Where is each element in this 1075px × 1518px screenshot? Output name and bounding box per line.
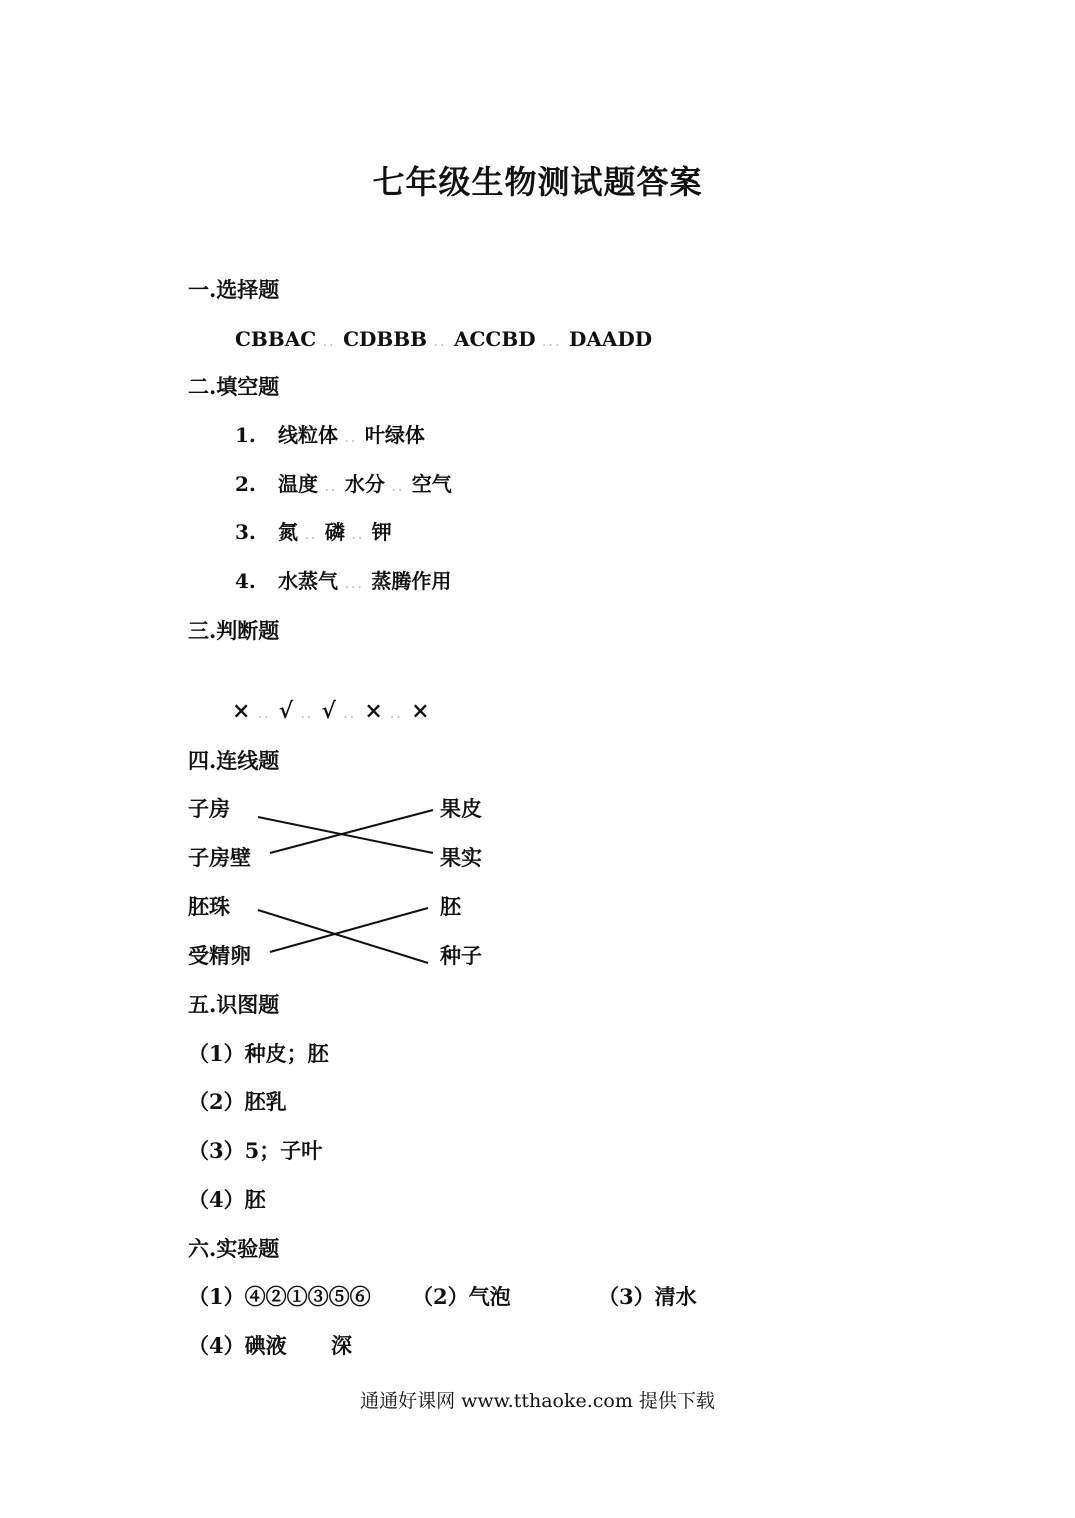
separator: ..: [390, 710, 404, 721]
separator: ..: [323, 338, 337, 349]
judge-mark: √: [321, 698, 336, 724]
judge-mark: ×: [411, 698, 430, 724]
fill-item-2: [235, 474, 452, 494]
separator: ..: [304, 531, 318, 542]
footer-text: 通通好课网 www.tthaoke.com 提供下载: [360, 1390, 715, 1412]
choice-group-3: ACCBD: [453, 327, 536, 351]
fill-answer: 水蒸气: [277, 569, 338, 593]
experiment-item-4-b: 深: [331, 1333, 352, 1358]
item-number: 4.: [235, 569, 256, 593]
section-heading-experiment: 六.实验题: [188, 1236, 280, 1261]
separator: ..: [434, 338, 447, 349]
separator: ..: [258, 710, 272, 721]
item-number: 3.: [235, 520, 256, 544]
fill-answer: 叶绿体: [364, 423, 425, 447]
match-right-2: 果实: [440, 845, 482, 870]
experiment-item-1: （1）④②①③⑤⑥: [188, 1284, 371, 1309]
match-line-wall-peel: [270, 810, 433, 853]
separator: ..: [391, 483, 405, 494]
match-right-1: 果皮: [440, 796, 482, 821]
section-heading-figure: 五.识图题: [188, 992, 280, 1017]
section-heading-match: 四.连线题: [188, 748, 280, 773]
section-heading-judge: 三.判断题: [188, 618, 280, 643]
separator: ...: [344, 580, 365, 591]
judge-answers-row: [232, 700, 430, 722]
match-left-1: 子房: [188, 796, 230, 821]
separator: ..: [324, 483, 338, 494]
separator: ..: [343, 710, 357, 721]
separator: ..: [344, 434, 358, 445]
experiment-item-2: （2）气泡: [412, 1284, 511, 1309]
match-line-zygote-embryo: [270, 908, 428, 952]
item-number: 2.: [235, 472, 256, 496]
match-line-ovule-seed: [258, 910, 428, 963]
separator: ...: [542, 338, 562, 349]
fill-answer: 空气: [411, 472, 452, 496]
fill-item-4: [235, 571, 451, 591]
fill-answer: 蒸腾作用: [371, 569, 452, 593]
experiment-item-4: （4）碘液: [188, 1333, 287, 1358]
figure-item-1: （1）种皮；胚: [188, 1041, 329, 1066]
judge-mark: ×: [232, 698, 251, 724]
fill-item-3: [235, 522, 392, 542]
judge-mark: √: [278, 698, 294, 724]
fill-answer: 氮: [277, 520, 298, 544]
match-right-3: 胚: [440, 894, 461, 919]
match-left-3: 胚珠: [188, 894, 230, 919]
separator: ..: [300, 710, 314, 721]
fill-answer: 线粒体: [277, 423, 338, 447]
item-number: 1.: [235, 423, 256, 447]
experiment-item-3: （3）清水: [598, 1284, 697, 1309]
page-title: 七年级生物测试题答案: [372, 163, 703, 201]
match-left-4: 受精卵: [188, 943, 251, 968]
figure-item-4: （4）胚: [188, 1187, 266, 1212]
match-right-4: 种子: [440, 943, 482, 968]
choice-group-2: CDBBB: [343, 327, 428, 351]
section-heading-choice: 一.选择题: [188, 277, 280, 302]
choice-group-4: DAADD: [568, 327, 653, 351]
fill-answer: 水分: [344, 472, 385, 496]
match-left-2: 子房壁: [188, 845, 251, 870]
fill-item-1: [235, 425, 425, 445]
separator: ..: [351, 531, 365, 542]
figure-item-2: （2）胚乳: [188, 1089, 287, 1114]
match-line-ovary-fruit: [258, 817, 433, 853]
judge-mark: ×: [364, 698, 383, 724]
section-heading-fill: 二.填空题: [188, 374, 280, 399]
fill-answer: 钾: [371, 520, 392, 544]
fill-answer: 磷: [324, 520, 345, 544]
figure-item-3: （3）5；子叶: [188, 1138, 323, 1163]
choice-answers-row: [235, 329, 652, 349]
fill-answer: 温度: [277, 472, 318, 496]
choice-group-1: CBBAC: [235, 327, 317, 351]
